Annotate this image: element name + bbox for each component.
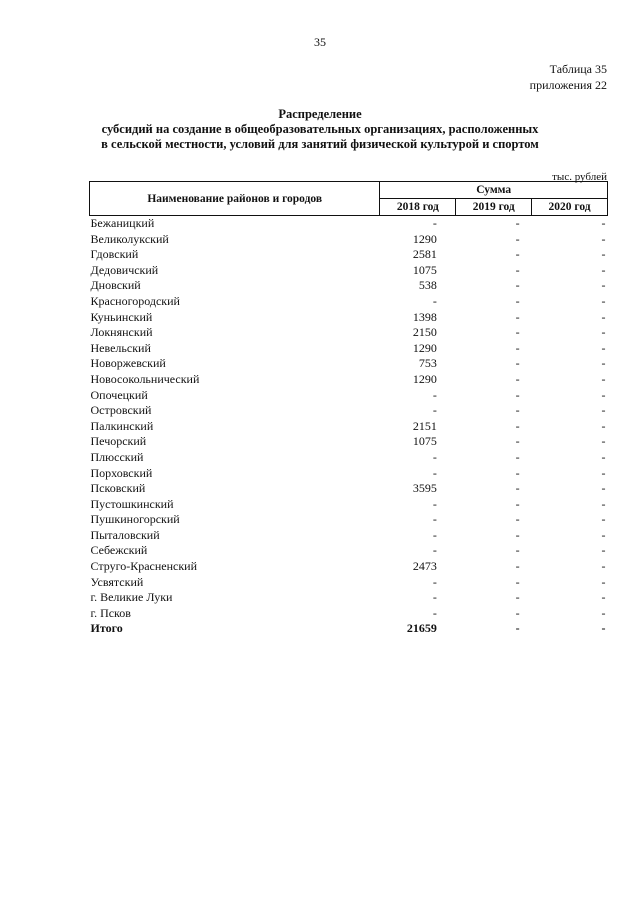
district-name-cell: Новосокольнический (90, 371, 200, 386)
table-row (90, 341, 608, 357)
header-year-2020: 2020 год (532, 199, 608, 216)
value-2018-cell: - (432, 527, 437, 542)
value-2018-cell: - (432, 496, 437, 511)
value-2020-cell: - (601, 574, 606, 589)
value-2020-cell: - (601, 481, 606, 496)
title-line1: Распределение (278, 107, 362, 121)
units-label: тыс. рублей (552, 171, 607, 183)
value-2018-cell: 1290 (412, 231, 437, 246)
value-2020-cell: - (601, 621, 606, 636)
value-2019-cell: - (515, 293, 520, 308)
value-2018-cell: - (432, 387, 437, 402)
value-2020-cell: - (601, 527, 606, 542)
value-2019-cell: - (515, 449, 520, 464)
subsidy-table (89, 181, 608, 637)
table-row (90, 325, 608, 341)
table-row (90, 356, 608, 372)
table-ref-line1: Таблица 35 (549, 62, 607, 76)
value-2018-cell: 3595 (412, 481, 437, 496)
table-row (90, 216, 608, 232)
value-2018-cell: 1290 (412, 371, 437, 386)
value-2019-cell: - (515, 590, 520, 605)
table-row (90, 606, 608, 622)
value-2020-cell: - (601, 247, 606, 262)
value-2020-cell: - (601, 605, 606, 620)
value-2018-cell: - (432, 605, 437, 620)
district-name-cell: Струго-Красненский (90, 559, 198, 574)
value-2020-cell: - (601, 403, 606, 418)
district-name-cell: Плюсский (90, 449, 144, 464)
value-2020-cell: - (601, 340, 606, 355)
value-2018-cell: 1075 (412, 434, 437, 449)
table-row (90, 232, 608, 248)
value-2018-cell: 1075 (412, 262, 437, 277)
page-number: 35 (314, 35, 326, 49)
district-name-cell: Куньинский (90, 309, 153, 324)
value-2019-cell: - (515, 325, 520, 340)
table-row (90, 278, 608, 294)
value-2020-cell: - (601, 371, 606, 386)
value-2019-cell: - (515, 278, 520, 293)
value-2019-cell: - (515, 527, 520, 542)
table-row (90, 372, 608, 388)
header-name: Наименование районов и городов (90, 182, 380, 216)
value-2019-cell: - (515, 512, 520, 527)
value-2020-cell: - (601, 512, 606, 527)
value-2019-cell: - (515, 559, 520, 574)
table-row (90, 294, 608, 310)
table-row (90, 434, 608, 450)
table-row (90, 575, 608, 591)
value-2020-cell: - (601, 262, 606, 277)
district-name-cell: Печорский (90, 434, 147, 449)
value-2020-cell: - (601, 216, 606, 230)
district-name-cell: Дедовичский (90, 262, 159, 277)
value-2019-cell: - (515, 387, 520, 402)
value-2020-cell: - (601, 449, 606, 464)
value-2019-cell: - (515, 231, 520, 246)
value-2020-cell: - (601, 559, 606, 574)
value-2018-cell: - (432, 293, 437, 308)
value-2018-cell: - (432, 590, 437, 605)
document-title (0, 107, 640, 152)
title-line2: субсидий на создание в общеобразовательных организациях, расположенных (101, 122, 539, 136)
district-name-cell: г. Великие Луки (90, 590, 173, 605)
district-name-cell: Пушкиногорский (90, 512, 180, 527)
district-name-cell: Усвятский (90, 574, 144, 589)
table-row (90, 559, 608, 575)
district-name-cell: Порховский (90, 465, 153, 480)
header-year-2019: 2019 год (456, 199, 532, 216)
table-row (90, 466, 608, 482)
value-2018-cell: 2150 (412, 325, 437, 340)
district-name-cell: Палкинский (90, 418, 154, 433)
table-row (90, 497, 608, 513)
value-2020-cell: - (601, 465, 606, 480)
table-row (90, 403, 608, 419)
district-name-cell: Локнянский (90, 325, 153, 340)
header-sum: Сумма (380, 182, 608, 199)
table-ref-line2: приложения 22 (529, 78, 607, 92)
value-2018-cell: 538 (418, 278, 437, 293)
table-row (90, 247, 608, 263)
value-2020-cell: - (601, 590, 606, 605)
value-2020-cell: - (601, 543, 606, 558)
table-row (90, 543, 608, 559)
district-name-cell: Дновский (90, 278, 141, 293)
district-name-cell: Опочецкий (90, 387, 148, 402)
value-2020-cell: - (601, 418, 606, 433)
value-2020-cell: - (601, 309, 606, 324)
value-2018-cell: 2151 (412, 418, 437, 433)
value-2019-cell: - (515, 621, 520, 636)
header-year-2018: 2018 год (380, 199, 456, 216)
value-2019-cell: - (515, 418, 520, 433)
value-2020-cell: - (601, 231, 606, 246)
table-row (90, 590, 608, 606)
table-row (90, 528, 608, 544)
value-2019-cell: - (515, 434, 520, 449)
district-name-cell: Гдовский (90, 247, 139, 262)
value-2018-cell: - (432, 449, 437, 464)
table-row (90, 388, 608, 404)
value-2018-cell: - (432, 465, 437, 480)
value-2020-cell: - (601, 356, 606, 371)
value-2020-cell: - (601, 293, 606, 308)
table-row (90, 419, 608, 435)
value-2019-cell: - (515, 371, 520, 386)
value-2019-cell: - (515, 356, 520, 371)
value-2018-cell: - (432, 574, 437, 589)
value-2020-cell: - (601, 434, 606, 449)
value-2020-cell: - (601, 387, 606, 402)
value-2020-cell: - (601, 496, 606, 511)
table-body (90, 216, 608, 638)
district-name-cell: Пустошкинский (90, 496, 174, 511)
district-name-cell: г. Псков (90, 605, 131, 620)
value-2018-cell: 21659 (406, 621, 437, 636)
value-2019-cell: - (515, 605, 520, 620)
value-2020-cell: - (601, 278, 606, 293)
value-2019-cell: - (515, 481, 520, 496)
district-name-cell: Новоржевский (90, 356, 166, 371)
value-2019-cell: - (515, 496, 520, 511)
district-name-cell: Итого (90, 621, 123, 636)
value-2018-cell: 2581 (412, 247, 437, 262)
value-2019-cell: - (515, 216, 520, 230)
value-2019-cell: - (515, 574, 520, 589)
table-row (90, 481, 608, 497)
district-name-cell: Островский (90, 403, 152, 418)
value-2018-cell: - (432, 403, 437, 418)
table-row (90, 310, 608, 326)
value-2018-cell: 753 (418, 356, 437, 371)
value-2019-cell: - (515, 340, 520, 355)
value-2018-cell: 1398 (412, 309, 437, 324)
total-row (90, 621, 608, 637)
value-2018-cell: - (432, 216, 437, 230)
title-line3: в сельской местности, условий для занятий физической культурой и спортом (101, 137, 539, 151)
value-2018-cell: - (432, 543, 437, 558)
value-2019-cell: - (515, 465, 520, 480)
district-name-cell: Бежаницкий (90, 216, 155, 230)
value-2018-cell: 1290 (412, 340, 437, 355)
value-2018-cell: - (432, 512, 437, 527)
value-2020-cell: - (601, 325, 606, 340)
district-name-cell: Невельский (90, 340, 151, 355)
value-2019-cell: - (515, 309, 520, 324)
table-header-row (90, 182, 608, 199)
district-name-cell: Пыталовский (90, 527, 160, 542)
district-name-cell: Красногородский (90, 293, 180, 308)
district-name-cell: Псковский (90, 481, 146, 496)
district-name-cell: Великолукский (90, 231, 169, 246)
table-reference (530, 61, 607, 93)
district-name-cell: Себежский (90, 543, 148, 558)
value-2019-cell: - (515, 403, 520, 418)
table-row (90, 450, 608, 466)
table-row (90, 512, 608, 528)
value-2019-cell: - (515, 247, 520, 262)
value-2019-cell: - (515, 543, 520, 558)
value-2019-cell: - (515, 262, 520, 277)
table-row (90, 263, 608, 279)
value-2018-cell: 2473 (412, 559, 437, 574)
